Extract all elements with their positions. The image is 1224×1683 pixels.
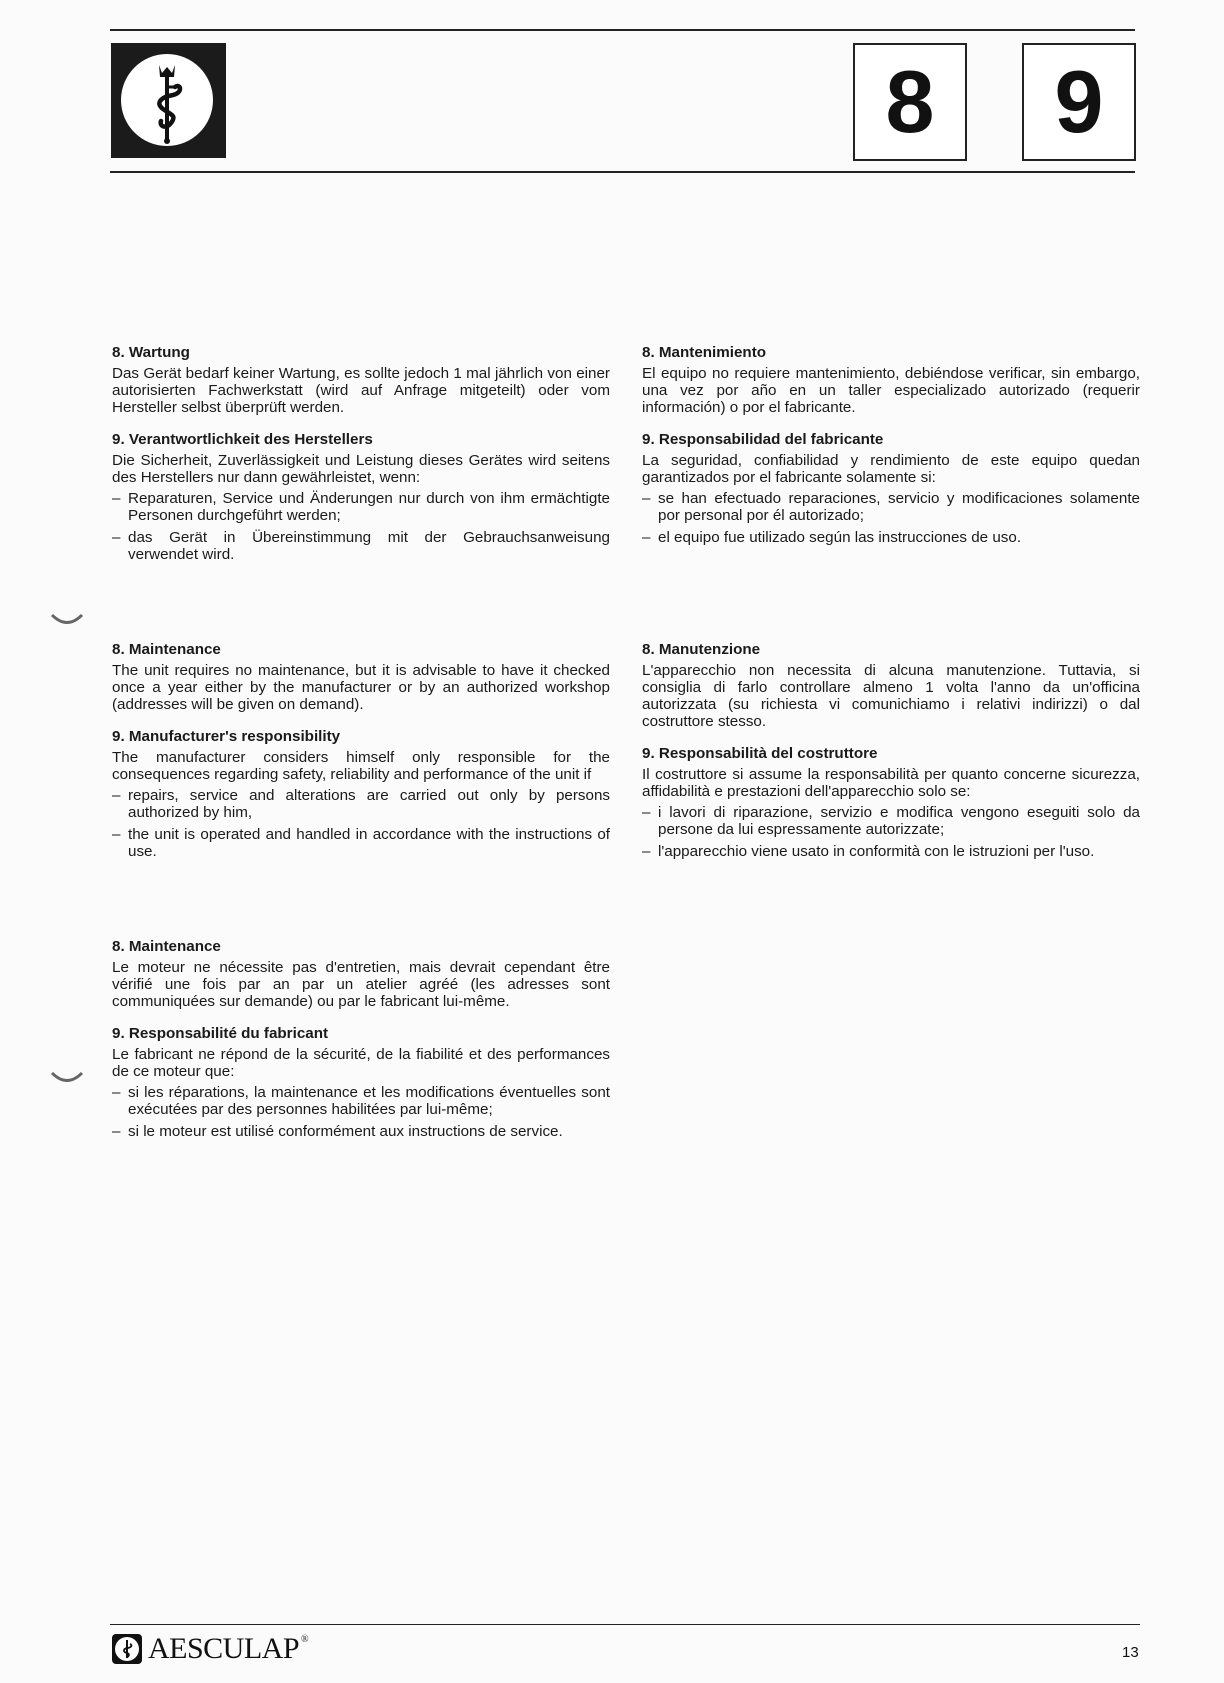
list-item: – si le moteur est utilisé conformément aux instructions de service. bbox=[112, 1123, 610, 1140]
condition-list-fr bbox=[112, 1084, 610, 1140]
text-responsibility-es: La seguridad, confiabilidad y rendimiento de este equipo quedan garantizados por el fabricante solamente si: bbox=[642, 452, 1140, 486]
condition-list-it bbox=[642, 804, 1140, 860]
text-responsibility-fr: Le fabricant ne répond de la sécurité, de la fiabilité et des performances de ce moteur que: bbox=[112, 1046, 610, 1080]
header-top-rule bbox=[110, 29, 1135, 31]
heading-responsibility-de: 9. Verantwortlichkeit des Herstellers bbox=[112, 431, 373, 448]
heading-responsibility-fr: 9. Responsabilité du fabricant bbox=[112, 1025, 329, 1042]
list-item: – das Gerät in Übereinstimmung mit der Gebrauchsanweisung verwendet wird. bbox=[112, 529, 610, 563]
list-item: – se han efectuado reparaciones, servicio y modificaciones solamente por personal por él autorizado; bbox=[642, 490, 1140, 524]
section-spanish bbox=[642, 344, 1140, 551]
list-item: – l'apparecchio viene usato in conformità con le istruzioni per l'uso. bbox=[642, 843, 1140, 860]
list-item: – i lavori di riparazione, servizio e modifica vengono eseguiti solo da persone da lui espressamente autorizzate; bbox=[642, 804, 1140, 838]
aesculap-staff-icon bbox=[112, 1634, 142, 1664]
heading-maintenance-fr: 8. Maintenance bbox=[112, 938, 221, 955]
text-maintenance-en: The unit requires no maintenance, but it is advisable to have it checked once a year either by the manufacturer or by an authorized workshop (addresses will be given on demand). bbox=[112, 662, 610, 713]
list-item: – si les réparations, la maintenance et les modifications éventuelles sont exécutées par des personnes habilitées par lui-même; bbox=[112, 1084, 610, 1118]
text-maintenance-es: El equipo no requiere mantenimiento, debiéndose verificar, sin embargo, una vez por año en un taller especializado autorizado (requerir información) o por el fabricante. bbox=[642, 365, 1140, 416]
list-item: – repairs, service and alterations are carried out only by persons authorized by him, bbox=[112, 787, 610, 821]
text-maintenance-fr: Le moteur ne nécessite pas d'entretien, mais devrait cependant être vérifié une fois par an par un atelier agréé (les adresses sont communiquées sur demande) ou par le fabricant lui-même. bbox=[112, 959, 610, 1010]
text-maintenance-it: L'apparecchio non necessita di alcuna manutenzione. Tuttavia, si consiglia di farlo controllare almeno 1 volta l'anno da un'officina autorizzata (su richiesta vi comunichiamo i relativi indirizzi) o dal costruttore stesso. bbox=[642, 662, 1140, 730]
heading-maintenance-es: 8. Mantenimiento bbox=[642, 344, 767, 361]
text-responsibility-en: The manufacturer considers himself only responsible for the consequences regarding safety, reliability and performance of the unit if bbox=[112, 749, 610, 783]
section-number-9: 9 bbox=[1022, 43, 1136, 161]
punch-mark-icon bbox=[50, 1070, 84, 1086]
heading-responsibility-it: 9. Responsabilità del costruttore bbox=[642, 745, 878, 762]
heading-responsibility-en: 9. Manufacturer's responsibility bbox=[112, 728, 341, 745]
heading-maintenance-en: 8. Maintenance bbox=[112, 641, 221, 658]
section-french bbox=[112, 938, 610, 1145]
text-responsibility-de: Die Sicherheit, Zuverlässigkeit und Leistung dieses Gerätes wird seitens des Herstellers nur dann gewährleistet, wenn: bbox=[112, 452, 610, 486]
heading-maintenance-it: 8. Manutenzione bbox=[642, 641, 761, 658]
section-english bbox=[112, 641, 610, 865]
list-item: – the unit is operated and handled in accordance with the instructions of use. bbox=[112, 826, 610, 860]
footer-rule bbox=[110, 1624, 1140, 1625]
aesculap-staff-icon bbox=[111, 43, 226, 158]
heading-responsibility-es: 9. Responsabilidad del fabricante bbox=[642, 431, 884, 448]
condition-list-en bbox=[112, 787, 610, 860]
text-maintenance-de: Das Gerät bedarf keiner Wartung, es sollte jedoch 1 mal jährlich von einer autorisierten Fachwerkstatt (wird auf Anfrage mitgeteilt) oder vom Hersteller selbst überprüft werden. bbox=[112, 365, 610, 416]
list-item: – el equipo fue utilizado según las instrucciones de uso. bbox=[642, 529, 1140, 546]
list-item: – Reparaturen, Service und Änderungen nur durch von ihm ermächtigte Personen durchgeführt werden; bbox=[112, 490, 610, 524]
heading-maintenance-de: 8. Wartung bbox=[112, 344, 190, 361]
section-german bbox=[112, 344, 610, 568]
page-number: 13 bbox=[1122, 1644, 1139, 1661]
footer-brand-logo bbox=[112, 1632, 308, 1666]
registered-mark: ® bbox=[301, 1633, 309, 1645]
condition-list-de bbox=[112, 490, 610, 563]
section-number-8: 8 bbox=[853, 43, 967, 161]
header-bottom-rule bbox=[110, 171, 1135, 173]
footer-brand-name: AESCULAP bbox=[148, 1632, 300, 1665]
text-responsibility-it: Il costruttore si assume la responsabilità per quanto concerne sicurezza, affidabilità e prestazioni dell'apparecchio solo se: bbox=[642, 766, 1140, 800]
condition-list-es bbox=[642, 490, 1140, 546]
section-italian bbox=[642, 641, 1140, 865]
punch-mark-icon bbox=[50, 612, 84, 628]
